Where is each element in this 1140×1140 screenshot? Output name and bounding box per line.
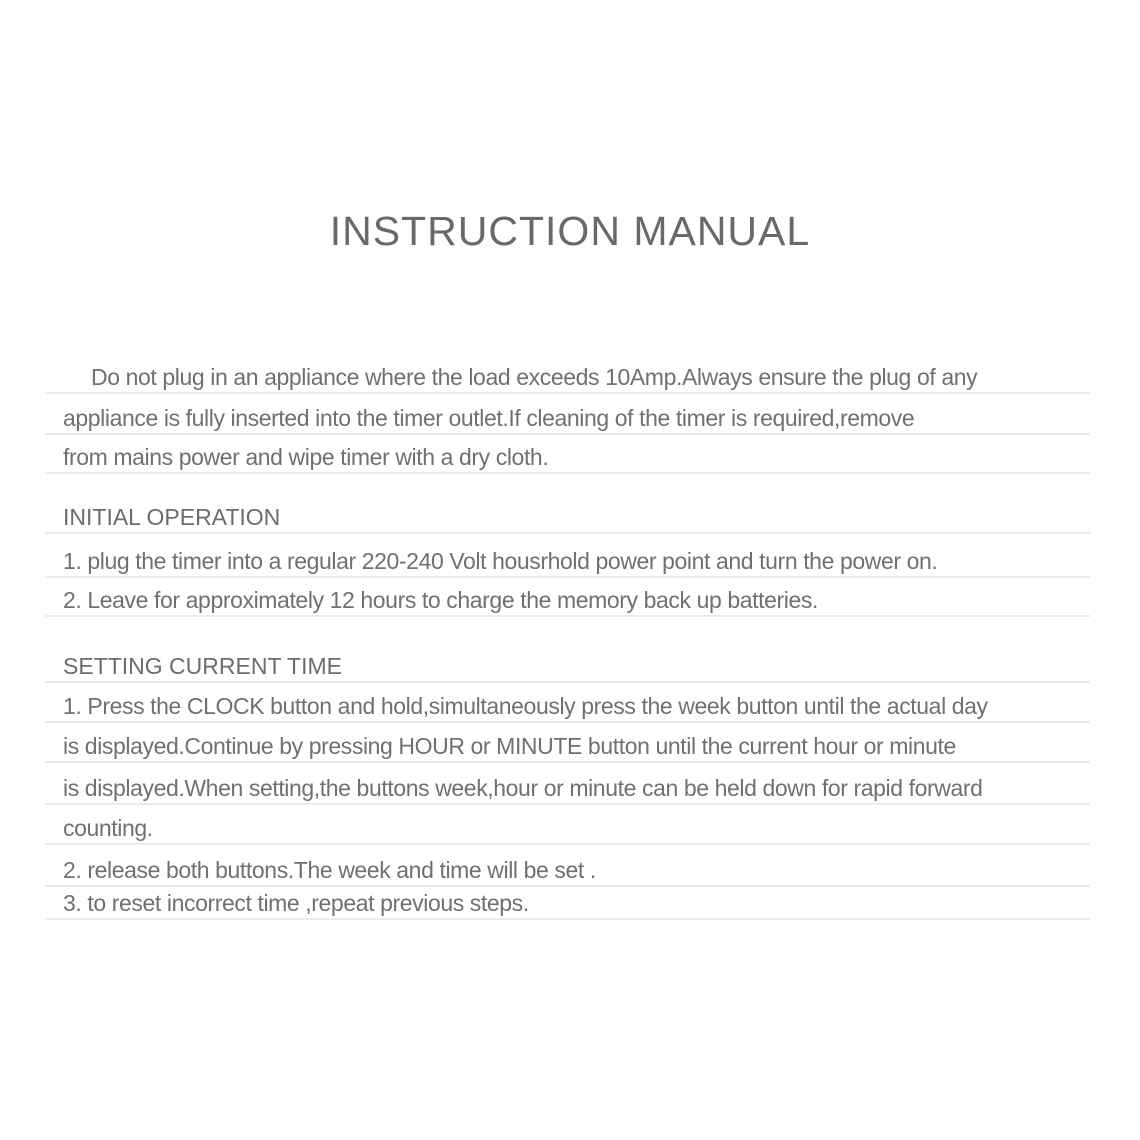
setting-time-step-1-line-4: counting.: [45, 811, 1090, 845]
intro-line-1: Do not plug in an appliance where the load exceeds 10Amp.Always ensure the plug of any: [45, 360, 1090, 394]
setting-time-step-1-line-1: 1. Press the CLOCK button and hold,simultaneously press the week button until the actual day: [45, 689, 1090, 723]
setting-time-step-3: 3. to reset incorrect time ,repeat previous steps.: [45, 886, 1090, 920]
setting-time-step-1-line-3: is displayed.When setting,the buttons week,hour or minute can be held down for rapid forward: [45, 771, 1090, 805]
section-heading-initial-operation: INITIAL OPERATION: [45, 500, 1090, 534]
intro-line-2: appliance is fully inserted into the timer outlet.If cleaning of the timer is required,remove: [45, 401, 1090, 435]
page-title: INSTRUCTION MANUAL: [329, 208, 811, 254]
initial-operation-step-1: 1. plug the timer into a regular 220-240 Volt housrhold power point and turn the power on.: [45, 544, 1090, 578]
setting-time-step-1-line-2: is displayed.Continue by pressing HOUR or MINUTE button until the current hour or minute: [45, 729, 1090, 763]
setting-time-step-2: 2. release both buttons.The week and time will be set .: [45, 853, 1090, 887]
initial-operation-step-2: 2. Leave for approximately 12 hours to charge the memory back up batteries.: [45, 583, 1090, 617]
section-heading-setting-current-time: SETTING CURRENT TIME: [45, 649, 1090, 683]
intro-line-3: from mains power and wipe timer with a dry cloth.: [45, 440, 1090, 474]
